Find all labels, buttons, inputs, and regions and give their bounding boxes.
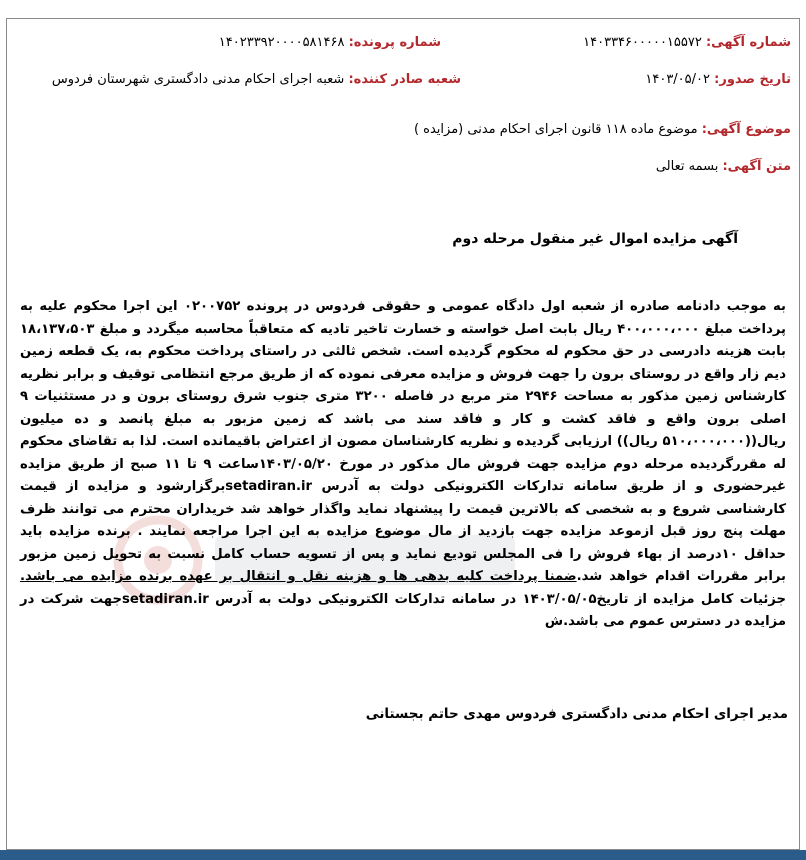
text-row xyxy=(656,159,791,174)
issuer-label: شعبه صادر کننده: xyxy=(348,72,461,87)
issue-date-row xyxy=(645,72,791,87)
issue-date-value: ۱۴۰۳/۰۵/۰۲ xyxy=(645,72,710,87)
text-value: بسمه تعالی xyxy=(655,159,719,174)
issuer-value: شعبه اجرای احکام مدنی دادگستری شهرستان فردوس xyxy=(51,72,345,87)
notice-number-value: ۱۴۰۳۳۴۶۰۰۰۰۰۱۵۵۷۲ xyxy=(583,35,702,50)
notice-number-row xyxy=(583,35,791,50)
case-number-row xyxy=(219,35,441,50)
case-number-value: ۱۴۰۲۳۳۹۲۰۰۰۰۵۸۱۴۶۸ xyxy=(218,35,345,50)
issue-date-label: تاریخ صدور: xyxy=(714,72,791,87)
notice-heading: آگهی مزایده اموال غیر منقول مرحله دوم xyxy=(452,231,738,247)
subject-label: موضوع آگهی: xyxy=(701,122,791,137)
notice-body xyxy=(20,296,786,634)
subject-value: موضوع ماده ۱۱۸ قانون اجرای احکام مدنی (مزایده ) xyxy=(413,122,698,137)
case-number-label: شماره پرونده: xyxy=(348,35,441,50)
notice-paragraph-underlined: ضمنا پرداخت کلیه بدهی ها و هزینه نقل و انتقال بر عهده برنده مزایده می باشد. xyxy=(20,569,577,584)
subject-row xyxy=(414,122,791,137)
notice-paragraph-tail: جزئیات کامل مزایده از تاریخ۱۴۰۳/۰۵/۰۵ در سامانه تدارکات الکترونیکی دولت به آدرس setadiran.irجهت شرکت در مزایده در دسترس عموم می باشد.ش xyxy=(20,591,786,629)
issuer-row xyxy=(52,72,461,87)
signature-line: مدیر اجرای احکام مدنی دادگستری فردوس مهدی حاتم بجستانی xyxy=(365,706,788,722)
notice-paragraph-main: به موجب دادنامه صادره از شعبه اول دادگاه عمومی و حقوقی فردوس در پرونده ۰۲۰۰۷۵۲ این اجرا محکوم علیه به پرداخت مبلغ ۴۰۰،۰۰۰،۰۰۰ ریال بابت اصل خواسته و خسارت تاخیر تادیه که متعاقباً محاسبه میگردد و مبلغ ۱۸،۱۳۷،۵۰۳ بابت هزینه دادرسی در حق محکوم له محکوم گردیده است. شخص ثالثی در راستای پرداخت محکوم به، یک قطعه زمین دیم زار واقع در روستای برون را جهت فروش و مزایده معرفی نموده که از طریق مرجع انتظامی توقیف و برابر نظریه کارشناس زمین مذکور به مساحت ۲۹۴۶ متر مربع در فاصله ۳۲۰۰ متری جنوب شرق روستای برون و در مستثنیات ۹ اصلی برون واقع و فاقد کشت و کار و فاقد سند می باشد که زمین مزبور به مبلغ پانصد و ده میلیون ریال((۵۱۰،۰۰۰،۰۰۰ ریال)) ارزیابی گردیده و نظریه کارشناسان مصون از اعتراض باقیمانده است. لذا به تقاضای محکوم له مقررگردیده مرحله دوم مزایده جهت فروش مال مذکور در مورخ ۱۴۰۳/۰۵/۲۰ساعت ۹ تا ۱۱ صبح از طریق مزایده غیرحضوری و از طریق سامانه تدارکات الکترونیکی دولت به آدرس setadiran.irبرگزارشود و مزایده از قیمت کارشناسی شروع و به شخصی که بالاترین قیمت را پیشنهاد نماید واگذار خواهد شد خریداران محترم می توانند ظرف مهلت پنج روز قبل ازموعد مزایده جهت بازدید از مال موضوع مزایده به این اجرا مراجعه نمایند . برنده مزایده باید حداقل ۱۰درصد از بهاء فروش را فی المجلس تودیع نماید و پس از تسویه حساب کامل نسبت به تحویل زمین مزبور برابر مقررات اقدام خواهد شد. xyxy=(20,299,787,584)
bottom-bar xyxy=(0,850,806,860)
text-label: متن آگهی: xyxy=(722,159,791,174)
notice-number-label: شماره آگهی: xyxy=(705,35,791,50)
